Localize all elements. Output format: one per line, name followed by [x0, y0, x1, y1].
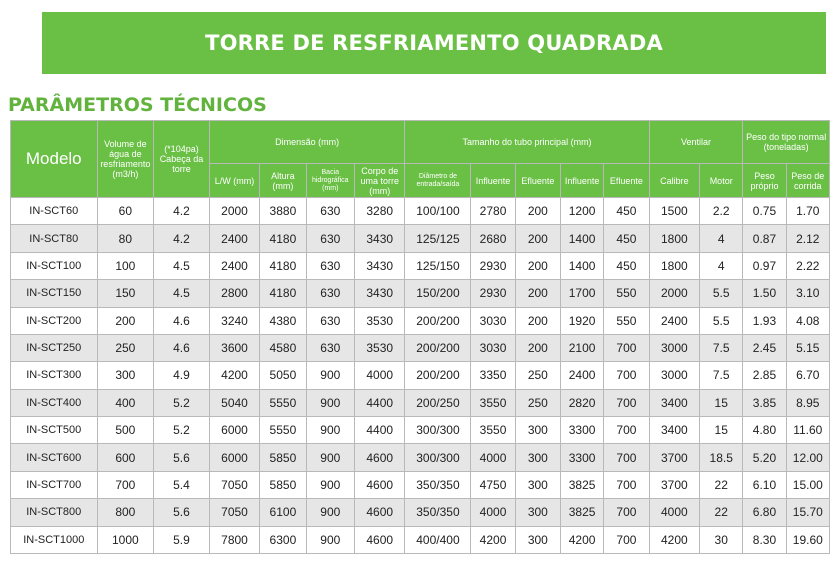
table-cell: 0.87 [743, 225, 786, 252]
table-cell: 4000 [354, 362, 404, 389]
table-row [11, 307, 830, 334]
table-cell: 2.2 [700, 198, 743, 225]
table-cell: 1200 [560, 198, 603, 225]
table-cell: 15.70 [786, 499, 829, 526]
header-altura: Altura (mm) [260, 164, 306, 198]
table-cell: 4200 [471, 526, 515, 554]
model-cell: IN-SCT100 [11, 252, 98, 279]
table-cell: 4.08 [786, 307, 829, 334]
table-cell: 7.5 [700, 362, 743, 389]
table-row [11, 280, 830, 307]
table-cell: 600 [97, 444, 154, 471]
table-cell: 6000 [209, 444, 259, 471]
table-cell: 4.5 [154, 280, 210, 307]
table-cell: 5.2 [154, 417, 210, 444]
table-body [11, 198, 830, 554]
table-cell: 5.9 [154, 526, 210, 554]
table-cell: 3880 [260, 198, 306, 225]
table-cell: 630 [306, 307, 354, 334]
table-row [11, 444, 830, 471]
table-cell: 200/200 [405, 307, 471, 334]
table-cell: 4180 [260, 280, 306, 307]
table-cell: 2.85 [743, 362, 786, 389]
table-cell: 300 [515, 471, 560, 498]
table-cell: 700 [604, 362, 649, 389]
table-cell: 2820 [560, 389, 603, 416]
table-cell: 12.00 [786, 444, 829, 471]
table-cell: 3000 [649, 334, 699, 361]
table-cell: 6.10 [743, 471, 786, 498]
table-cell: 15 [700, 389, 743, 416]
table-cell: 700 [604, 417, 649, 444]
table-cell: 900 [306, 471, 354, 498]
table-cell: 400 [97, 389, 154, 416]
table-cell: 200 [515, 198, 560, 225]
table-cell: 3530 [354, 334, 404, 361]
table-cell: 6100 [260, 499, 306, 526]
table-cell: 3825 [560, 499, 603, 526]
table-cell: 4180 [260, 225, 306, 252]
model-cell: IN-SCT500 [11, 417, 98, 444]
model-cell: IN-SCT800 [11, 499, 98, 526]
header-calibre: Calibre [649, 164, 699, 198]
table-cell: 1000 [97, 526, 154, 554]
table-cell: 450 [604, 252, 649, 279]
table-cell: 3430 [354, 252, 404, 279]
header-cabeca: (*104pa) Cabeça da torre [154, 121, 210, 198]
table-cell: 1400 [560, 252, 603, 279]
table-cell: 4200 [560, 526, 603, 554]
table-cell: 450 [604, 198, 649, 225]
table-cell: 400/400 [405, 526, 471, 554]
table-cell: 3300 [560, 444, 603, 471]
table-cell: 350/350 [405, 499, 471, 526]
table-cell: 3300 [560, 417, 603, 444]
table-cell: 4200 [209, 362, 259, 389]
table-cell: 300 [515, 444, 560, 471]
header-efluente-2: Efluente [604, 164, 649, 198]
table-cell: 200 [97, 307, 154, 334]
header-tubo: Tamanho do tubo principal (mm) [405, 121, 649, 164]
table-cell: 4.9 [154, 362, 210, 389]
table-cell: 300 [515, 499, 560, 526]
table-cell: 450 [604, 225, 649, 252]
table-cell: 22 [700, 499, 743, 526]
table-cell: 1.70 [786, 198, 829, 225]
table-cell: 3550 [471, 417, 515, 444]
table-cell: 550 [604, 307, 649, 334]
header-corpo: Corpo de uma torre (mm) [354, 164, 404, 198]
table-cell: 300 [97, 362, 154, 389]
table-cell: 6300 [260, 526, 306, 554]
table-cell: 8.95 [786, 389, 829, 416]
table-cell: 3550 [471, 389, 515, 416]
table-cell: 1.93 [743, 307, 786, 334]
table-cell: 125/125 [405, 225, 471, 252]
table-cell: 2680 [471, 225, 515, 252]
table-cell: 4000 [649, 499, 699, 526]
header-modelo: Modelo [11, 121, 98, 198]
header-volume: Volume de água de resfriamento (m3/h) [97, 121, 154, 198]
table-cell: 800 [97, 499, 154, 526]
table-cell: 630 [306, 252, 354, 279]
table-cell: 15 [700, 417, 743, 444]
table-cell: 2.22 [786, 252, 829, 279]
table-cell: 1500 [649, 198, 699, 225]
table-cell: 2400 [209, 225, 259, 252]
table-cell: 8.30 [743, 526, 786, 554]
table-cell: 1920 [560, 307, 603, 334]
table-cell: 250 [515, 362, 560, 389]
table-cell: 5550 [260, 389, 306, 416]
table-cell: 2930 [471, 280, 515, 307]
table-cell: 3400 [649, 389, 699, 416]
table-cell: 2100 [560, 334, 603, 361]
table-cell: 7050 [209, 471, 259, 498]
table-row [11, 417, 830, 444]
table-cell: 3.85 [743, 389, 786, 416]
model-cell: IN-SCT400 [11, 389, 98, 416]
table-cell: 500 [97, 417, 154, 444]
header-lw: L/W (mm) [209, 164, 259, 198]
table-cell: 6.80 [743, 499, 786, 526]
table-cell: 4.2 [154, 225, 210, 252]
table-cell: 2400 [209, 252, 259, 279]
table-row [11, 198, 830, 225]
table-cell: 5.5 [700, 280, 743, 307]
table-cell: 5.15 [786, 334, 829, 361]
table-cell: 630 [306, 225, 354, 252]
table-cell: 300 [515, 417, 560, 444]
table-cell: 2800 [209, 280, 259, 307]
table-cell: 250 [97, 334, 154, 361]
header-peso: Peso do tipo normal (toneladas) [743, 121, 830, 164]
model-cell: IN-SCT700 [11, 471, 98, 498]
table-cell: 2.12 [786, 225, 829, 252]
table-cell: 4.5 [154, 252, 210, 279]
table-cell: 200/250 [405, 389, 471, 416]
table-cell: 250 [515, 389, 560, 416]
header-peso-proprio: Peso próprio [743, 164, 786, 198]
table-cell: 3000 [649, 362, 699, 389]
table-cell: 4580 [260, 334, 306, 361]
table-cell: 1800 [649, 252, 699, 279]
table-cell: 15.00 [786, 471, 829, 498]
table-cell: 900 [306, 389, 354, 416]
table-cell: 200 [515, 280, 560, 307]
table-cell: 3030 [471, 307, 515, 334]
table-cell: 1800 [649, 225, 699, 252]
table-cell: 100/100 [405, 198, 471, 225]
table-cell: 900 [306, 526, 354, 554]
table-cell: 3825 [560, 471, 603, 498]
table-row [11, 334, 830, 361]
table-row [11, 471, 830, 498]
table-cell: 0.75 [743, 198, 786, 225]
model-cell: IN-SCT250 [11, 334, 98, 361]
table-cell: 900 [306, 417, 354, 444]
table-cell: 4180 [260, 252, 306, 279]
table-header [11, 121, 830, 198]
header-peso-corrida: Peso de corrida [786, 164, 829, 198]
table-cell: 2000 [209, 198, 259, 225]
table-cell: 7050 [209, 499, 259, 526]
table-cell: 200 [515, 225, 560, 252]
table-cell: 150/200 [405, 280, 471, 307]
table-row [11, 526, 830, 554]
table-cell: 1700 [560, 280, 603, 307]
table-cell: 0.97 [743, 252, 786, 279]
table-cell: 2930 [471, 252, 515, 279]
table-cell: 11.60 [786, 417, 829, 444]
section-title: PARÂMETROS TÉCNICOS [8, 94, 267, 116]
table-cell: 5040 [209, 389, 259, 416]
table-cell: 200/200 [405, 334, 471, 361]
table-cell: 5.5 [700, 307, 743, 334]
table-cell: 900 [306, 362, 354, 389]
table-cell: 4380 [260, 307, 306, 334]
table-cell: 300/300 [405, 417, 471, 444]
header-influente-1: Influente [471, 164, 515, 198]
table-cell: 5.20 [743, 444, 786, 471]
table-cell: 4.6 [154, 334, 210, 361]
parameters-table [10, 120, 830, 554]
table-cell: 700 [604, 526, 649, 554]
table-cell: 300 [515, 526, 560, 554]
table-cell: 630 [306, 280, 354, 307]
table-cell: 60 [97, 198, 154, 225]
table-cell: 5.6 [154, 499, 210, 526]
table-cell: 900 [306, 499, 354, 526]
table-row [11, 362, 830, 389]
table-cell: 4600 [354, 499, 404, 526]
table-cell: 3430 [354, 225, 404, 252]
table-cell: 150 [97, 280, 154, 307]
table-cell: 700 [604, 334, 649, 361]
header-motor: Motor [700, 164, 743, 198]
table-cell: 3700 [649, 444, 699, 471]
table-cell: 3280 [354, 198, 404, 225]
table-cell: 4600 [354, 526, 404, 554]
table-cell: 4600 [354, 471, 404, 498]
table-cell: 2400 [560, 362, 603, 389]
header-efluente-1: Efluente [515, 164, 560, 198]
table-cell: 3400 [649, 417, 699, 444]
table-cell: 200/200 [405, 362, 471, 389]
table-cell: 5850 [260, 471, 306, 498]
title-banner [42, 12, 826, 74]
model-cell: IN-SCT300 [11, 362, 98, 389]
table-cell: 1.50 [743, 280, 786, 307]
table-cell: 5550 [260, 417, 306, 444]
table-cell: 200 [515, 307, 560, 334]
model-cell: IN-SCT600 [11, 444, 98, 471]
table-cell: 3350 [471, 362, 515, 389]
table-cell: 3530 [354, 307, 404, 334]
table-cell: 350/350 [405, 471, 471, 498]
table-row [11, 389, 830, 416]
table-cell: 4 [700, 252, 743, 279]
table-cell: 5850 [260, 444, 306, 471]
model-cell: IN-SCT150 [11, 280, 98, 307]
model-cell: IN-SCT60 [11, 198, 98, 225]
header-bacia: Bacia hidrográfica (mm) [306, 164, 354, 198]
table-cell: 700 [604, 444, 649, 471]
table-cell: 6.70 [786, 362, 829, 389]
table-cell: 900 [306, 444, 354, 471]
table-cell: 2780 [471, 198, 515, 225]
table-cell: 4.80 [743, 417, 786, 444]
table-cell: 5050 [260, 362, 306, 389]
table-cell: 3.10 [786, 280, 829, 307]
page-title: TORRE DE RESFRIAMENTO QUADRADA [205, 31, 663, 55]
table-cell: 300/300 [405, 444, 471, 471]
table-cell: 19.60 [786, 526, 829, 554]
table-cell: 125/150 [405, 252, 471, 279]
table-cell: 700 [604, 471, 649, 498]
table-cell: 3700 [649, 471, 699, 498]
table-cell: 5.6 [154, 444, 210, 471]
model-cell: IN-SCT80 [11, 225, 98, 252]
table-cell: 4750 [471, 471, 515, 498]
header-influente-2: Influente [560, 164, 603, 198]
table-cell: 30 [700, 526, 743, 554]
table-cell: 18.5 [700, 444, 743, 471]
table-cell: 4600 [354, 444, 404, 471]
table-cell: 6000 [209, 417, 259, 444]
table-row [11, 499, 830, 526]
model-cell: IN-SCT200 [11, 307, 98, 334]
table-cell: 700 [604, 389, 649, 416]
table-cell: 7800 [209, 526, 259, 554]
model-cell: IN-SCT1000 [11, 526, 98, 554]
table-row [11, 225, 830, 252]
table-cell: 5.2 [154, 389, 210, 416]
header-diametro: Diâmetro de entrada/saída [405, 164, 471, 198]
table-cell: 630 [306, 198, 354, 225]
table-cell: 3600 [209, 334, 259, 361]
table-cell: 3030 [471, 334, 515, 361]
table-cell: 200 [515, 252, 560, 279]
table-cell: 2400 [649, 307, 699, 334]
table-cell: 200 [515, 334, 560, 361]
table-cell: 2000 [649, 280, 699, 307]
table-cell: 4000 [471, 499, 515, 526]
table-row [11, 252, 830, 279]
table-cell: 80 [97, 225, 154, 252]
table-cell: 630 [306, 334, 354, 361]
table-cell: 7.5 [700, 334, 743, 361]
table-cell: 4.2 [154, 198, 210, 225]
table-cell: 100 [97, 252, 154, 279]
table-cell: 5.4 [154, 471, 210, 498]
table-cell: 4400 [354, 417, 404, 444]
header-ventilar: Ventilar [649, 121, 743, 164]
table-cell: 4 [700, 225, 743, 252]
table-cell: 4.6 [154, 307, 210, 334]
table-cell: 4000 [471, 444, 515, 471]
table-cell: 2.45 [743, 334, 786, 361]
table-cell: 700 [604, 499, 649, 526]
table-cell: 22 [700, 471, 743, 498]
table-cell: 550 [604, 280, 649, 307]
table-cell: 700 [97, 471, 154, 498]
table-cell: 4400 [354, 389, 404, 416]
table-cell: 4200 [649, 526, 699, 554]
table-cell: 3430 [354, 280, 404, 307]
table-cell: 3240 [209, 307, 259, 334]
header-dimensao: Dimensão (mm) [209, 121, 405, 164]
table-cell: 1400 [560, 225, 603, 252]
